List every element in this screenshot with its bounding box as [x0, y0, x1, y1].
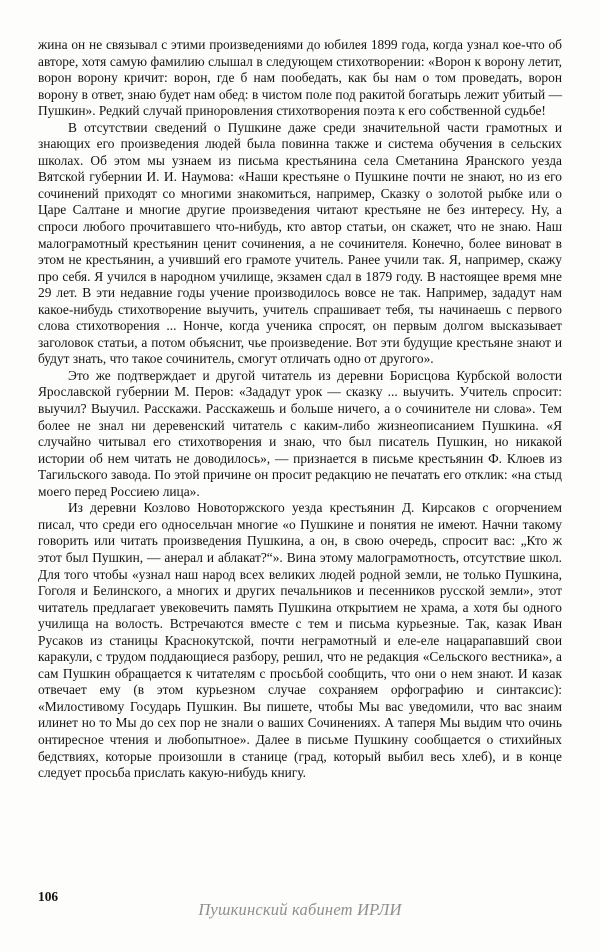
body-text: [38, 37, 562, 782]
paragraph-continuation: жина он не связывал с этими произведениями до юбилея 1899 года, когда узнал кое-что об авторе, хотя самую фамилию слышал в следующем стихотворении: «Ворон к ворону летит, ворон ворону кричит: ворон, где б нам пообедать, как бы нам о том проведать, ворон ворону в ответ, знаю будет нам обед: в чистом поле под ракитой богатырь лежит убитый — Пушкин». Редкий случай приноровления стихотворения поэта к его собственной судьбе!: [38, 37, 562, 119]
paragraph-naumov-letter: В отсутствии сведений о Пушкине даже среди значительной части грамотных и знающих его произведения людей была повинна также и система обучения в сельских школах. Об этом мы узнаем из письма крестьянина села Сметанина Яранского уезда Вятской губернии И. И. Наумова: «Наши крестьяне о Пушкине почти не знают, но из его сочинений приходят со многими знакомиться, например, Сказку о золотой рыбке или о Царе Салтане и многие другие произведения читают крестьяне не без интересу. Ну, а спроси любого прочитавшего что-нибудь, кто автор статьи, он скажет, что не знаю. Наш малограмотный крестьянин ценит сочинения, а не сочинителя. Конечно, более виноват в этом не крестьянин, а учивший его грамоте учитель. Ранее учили так. Я, например, скажу про себя. Я учился в народном училище, экзамен сдал в 1879 году. В настоящее время мне 29 лет. В эти недавние годы учение производилось вовсе не так. Например, зададут нам какое-нибудь стихотворение выучить, учитель спрашивает тебя, ты начинаешь с первого слова стихотворения ... Нонче, когда ученика спросят, он первым долгом высказывает заголовок статьи, а потом объяснит, чье произведение. Вот эти будущие крестьяне знают и будут знать, что такое сочинитель, смогут отличать одно от другого».: [38, 119, 562, 367]
paragraph-kirsakov-letter: Из деревни Козлово Новоторжского уезда крестьянин Д. Кирсаков с огорчением писал, что среди его односельчан многие «о Пушкине и понятия не имеют. Начни такому говорить или читать произведения Пушкина, а он, в свою очередь, спросит вас: „Кто ж этот был Пушкин, — анерал и аблакат?“». Вина этому малограмотность, отсутствие школ. Для того чтобы «узнал наш народ всех великих людей родной земли, не только Пушкина, Гоголя и Белинского, а многих и других печальников и песенников русской земли», этот читатель предлагает увековечить память Пушкина открытием не храма, а хотя бы одного училища на волость. Встречаются вместе с тем и письма курьезные. Так, казак Иван Русаков из станицы Краснокутской, почти неграмотный и еле-еле нацарапавший свои каракули, с трудом поддающиеся разбору, решил, что не редакция «Сельского вестника», а сам Пушкин обращается к читателям с просьбой сообщить, что они о нем знают. И казак отвечает ему (в этом курьезном случае сохраняем орфографию и синтаксис): «Милостивому Государь Пушкин. Вы пишете, чтобы Мы вас уведомили, что вас знаим илинет но то Мы до сех пор не знали о ваших Сочинениях. А таперя Мы выдим что очинь онтиресное чтения и любопытное». Далее в письме Пушкину сообщается о стихийных бедствиях, которые произошли в станице (град, который выбил весь хлеб), и в конце следует просьба прислать какую-нибудь книгу.: [38, 500, 562, 781]
watermark-footer: Пушкинский кабинет ИРЛИ: [198, 900, 402, 919]
page-number: 106: [38, 889, 59, 904]
paragraph-perov-letter: Это же подтверждает и другой читатель из деревни Борисцова Курбской волости Ярославской губернии М. Перов: «Зададут урок — сказку ... выучить. Учитель спросит: выучил? Выучил. Расскажи. Расскажешь и больше ничего, а о сочинителе ни слова». Тем более не знал ни деревенский читатель с каким-либо жизнеописанием Пушкина. «Я случайно читывал его стихотворения и знаю, что был писатель Пушкин, но никакой истории об нем читать не доводилось», — признается в письме крестьянин Ф. Клюев из Тагильского завода. По этой причине он просит редакцию не печатать его отклик: «на стыд моего перед Россиею лица».: [38, 367, 562, 499]
